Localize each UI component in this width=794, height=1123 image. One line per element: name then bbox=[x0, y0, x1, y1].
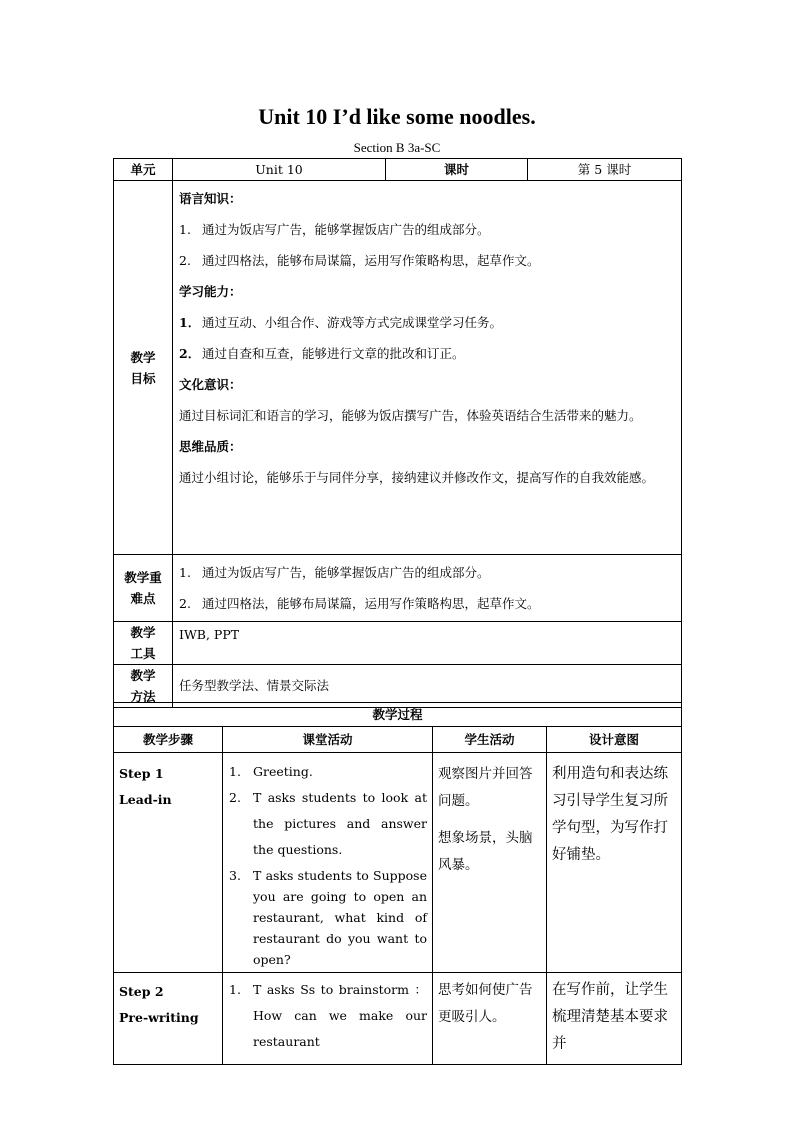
step-2-design: 在写作前，让学生梳理清楚基本要求并 bbox=[547, 973, 682, 1065]
unit-value: Unit 10 bbox=[173, 159, 386, 181]
step-1-activity-2: 2. T asks students to look at the pictures and answer the questions. bbox=[229, 790, 427, 857]
step-1-design: 利用造句和表达练习引导学生复习所学句型，为写作打好铺垫。 bbox=[547, 753, 682, 973]
ability-heading: 学习能力： bbox=[179, 284, 242, 299]
period-label: 课时 bbox=[386, 159, 528, 181]
step-2-student bbox=[433, 973, 547, 1065]
document-title: Unit 10 I’d like some noodles. bbox=[258, 104, 536, 129]
step-2-activity-1: 1. T asks Ss to brainstorm ： How can we make our restaurant bbox=[229, 982, 427, 1049]
language-heading: 语言知识： bbox=[179, 191, 242, 206]
step-1-student-1: 观察图片并回答问题。 bbox=[438, 766, 533, 809]
step-2-number: Step 2 bbox=[119, 984, 164, 999]
key-points-label bbox=[114, 555, 173, 622]
key-points-label-text: 教学重难点 bbox=[124, 570, 162, 606]
thinking-heading: 思维品质： bbox=[179, 439, 242, 454]
objectives-content bbox=[173, 181, 682, 555]
culture-heading: 文化意识： bbox=[179, 377, 242, 392]
ability-item-1: 1． 通过互动、小组合作、游戏等方式完成课堂学习任务。 bbox=[179, 315, 503, 330]
lesson-info-table bbox=[113, 158, 682, 708]
step-2-activities bbox=[223, 973, 433, 1065]
step-1-cell bbox=[114, 753, 223, 973]
step-2-stage: Pre-writing bbox=[119, 1010, 199, 1025]
col-activities: 课堂活动 bbox=[223, 727, 433, 753]
objectives-label bbox=[114, 181, 173, 555]
methods-label-text: 教学方法 bbox=[130, 668, 156, 704]
table-row bbox=[114, 973, 682, 1065]
key-point-2: 2. 通过四格法，能够布局谋篇，运用写作策略构思，起草作文。 bbox=[179, 596, 540, 611]
methods-value: 任务型教学法、情景交际法 bbox=[173, 665, 682, 708]
thinking-text: 通过小组讨论，能够乐于与同伴分享，接纳建议并修改作文，提高写作的自我效能感。 bbox=[179, 470, 655, 485]
step-1-activities bbox=[223, 753, 433, 973]
process-title: 教学过程 bbox=[114, 703, 682, 727]
step-1-stage: Lead-in bbox=[119, 792, 172, 807]
tools-label bbox=[114, 622, 173, 665]
teaching-process-table bbox=[113, 702, 682, 1065]
step-1-number: Step 1 bbox=[119, 766, 164, 781]
step-1-activity-3: 3. T asks students to Suppose you are going to open an restaurant, what kind of restaurant do you want to open? bbox=[229, 868, 427, 967]
objectives-label-text: 教学目标 bbox=[130, 349, 156, 386]
tools-label-text: 教学工具 bbox=[130, 625, 156, 661]
step-1-student-2: 想象场景，头脑风暴。 bbox=[438, 830, 533, 873]
col-steps: 教学步骤 bbox=[114, 727, 223, 753]
key-points-content bbox=[173, 555, 682, 622]
step-1-activity-1: 1. Greeting. bbox=[229, 764, 313, 779]
culture-text: 通过目标词汇和语言的学习，能够为饭店撰写广告，体验英语结合生活带来的魅力。 bbox=[179, 408, 642, 423]
language-item-2: 2. 通过四格法，能够布局谋篇，运用写作策略构思，起草作文。 bbox=[179, 253, 540, 268]
col-student: 学生活动 bbox=[433, 727, 547, 753]
unit-label: 单元 bbox=[114, 159, 173, 181]
tools-value: IWB, PPT bbox=[173, 622, 682, 665]
period-value: 第 5 课时 bbox=[528, 159, 682, 181]
step-2-cell bbox=[114, 973, 223, 1065]
col-design: 设计意图 bbox=[547, 727, 682, 753]
language-item-1: 1. 通过为饭店写广告，能够掌握饭店广告的组成部分。 bbox=[179, 222, 490, 237]
step-1-student bbox=[433, 753, 547, 973]
table-row bbox=[114, 753, 682, 973]
key-point-1: 1. 通过为饭店写广告，能够掌握饭店广告的组成部分。 bbox=[179, 565, 490, 580]
step-2-student-1: 思考如何使广告更吸引人。 bbox=[438, 982, 533, 1025]
document-subtitle: Section B 3a-SC bbox=[353, 140, 441, 155]
ability-item-2: 2． 通过自查和互查，能够进行文章的批改和订正。 bbox=[179, 346, 465, 361]
